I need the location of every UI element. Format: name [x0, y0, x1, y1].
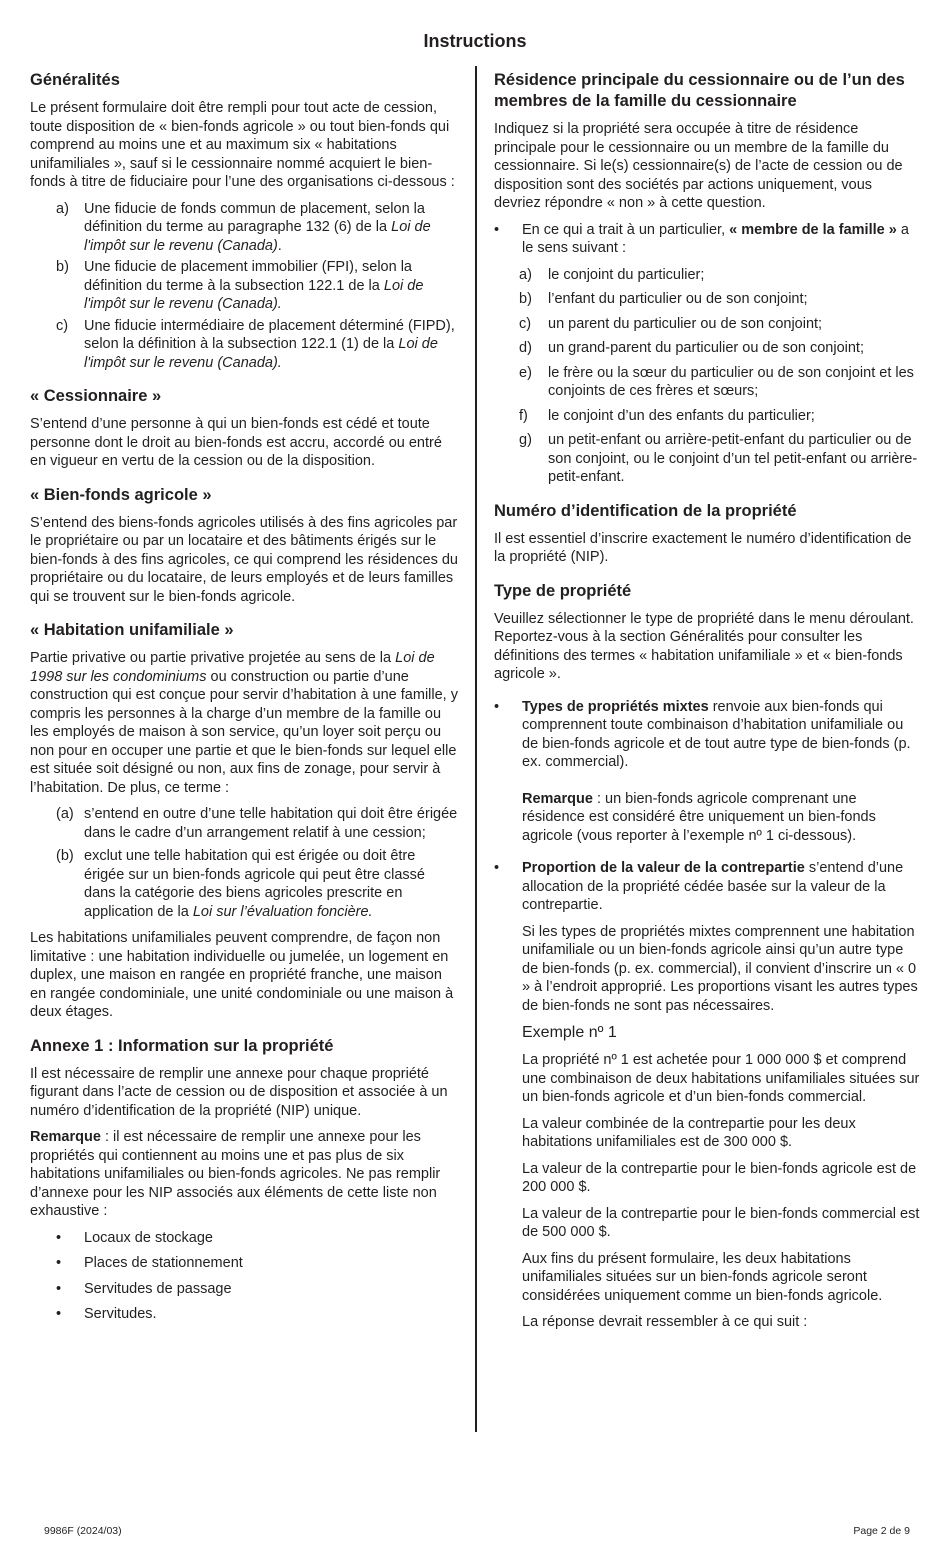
- left-column: [30, 70, 458, 1338]
- list-item: [30, 317, 458, 373]
- list-item: [494, 339, 922, 358]
- list-item: [494, 290, 922, 309]
- section-heading: Généralités: [30, 71, 120, 89]
- page-title: Instructions: [423, 31, 527, 51]
- note-text: : un bien-fonds agricole comprenant une résidence est considéré être uniquement un bien-fonds agricole (vous reporter à l’exemple nº 1 ci-dessous).: [522, 790, 876, 844]
- bullet-icon: •: [494, 698, 500, 715]
- text-run: ou construction ou partie d’une construction qui est conçue pour servir d’habitation à une famille, y compris les personnes à la charge d’un membre de la famille ou les employés de maison à son service, qu’un loyer soit perçu ou non pour en occuper une partie et que le bien-fonds sur lequel elle est située soit désigné ou non, aux fins de zonage, pour servir à l’habitation. De plus, ce terme :: [30, 668, 458, 796]
- bullet-icon: •: [56, 1229, 62, 1246]
- family-definition: [494, 221, 922, 258]
- section-cessionnaire: [30, 386, 458, 471]
- list-marker: e): [519, 364, 532, 381]
- law-reference: Loi de 1998 sur les condominiums: [30, 650, 435, 685]
- list-marker: (a): [56, 806, 74, 822]
- list-marker: c): [56, 317, 69, 334]
- note-text: : il est nécessaire de remplir une annexe pour les propriétés qui contiennent au moins une et pas plus de six habitations unifamiliales ou bien-fonds agricoles. Ne pas remplir d’annexe pour les NIP associés aux éléments de cette liste non exhaustive :: [30, 1129, 441, 1219]
- list-text: Une fiducie de placement immobilier (FPI), selon la définition du terme à la subsection 122.1 de la: [84, 259, 412, 294]
- type-bullets: [494, 698, 922, 1332]
- list-marker: c): [519, 315, 532, 332]
- list-item: [494, 221, 922, 258]
- example-paragraph: La valeur de la contrepartie pour le bien-fonds commercial est de 500 000 $.: [522, 1205, 920, 1240]
- law-reference: Loi de l'impôt sur le revenu (Canada).: [84, 277, 424, 312]
- list-marker: a): [56, 200, 69, 217]
- list-item: [30, 1280, 458, 1299]
- list-item: [494, 698, 922, 846]
- note-label: Remarque: [522, 790, 593, 807]
- section-habitation-unifamiliale: [30, 620, 458, 1022]
- exclusion-list: [30, 1229, 458, 1324]
- bullet-icon: •: [494, 860, 500, 876]
- section-heading: Numéro d’identification de la propriété: [494, 501, 797, 520]
- list-text: le frère ou la sœur du particulier ou de son conjoint et les conjoints de ces frères et sœurs;: [548, 364, 914, 399]
- section-heading: Résidence principale du cessionnaire ou de l’un des membres de la famille du cessionnaire: [494, 71, 905, 110]
- note-label: Remarque: [30, 1129, 101, 1145]
- paragraph: Le présent formulaire doit être rempli pour tout acte de cession, toute disposition de « bien-fonds agricole » ou tout bien-fonds qui comprend au moins une et au maximum six « habitations unifamiliales », sauf si le cessionnaire nommé acquiert le bien-fonds à titre de fiduciaire pour l’une des organisations ci-dessous :: [30, 100, 455, 190]
- list-item: [494, 859, 922, 1332]
- section-heading: « Bien-fonds agricole »: [30, 485, 212, 504]
- list-text: le conjoint du particulier;: [548, 266, 705, 283]
- paragraph: S’entend d’une personne à qui un bien-fonds est cédé et toute personne dont le droit au bien-fonds est accru, accordé ou entré en vigueur en vertu de la cession ou de la disposition.: [30, 416, 442, 469]
- column-divider: [475, 66, 477, 1432]
- list-text-end: .: [277, 237, 282, 254]
- list-item: [30, 1254, 458, 1273]
- list-text: exclut une telle habitation qui est érigée ou doit être érigée sur un bien-fonds agricole qui peut être classé dans la catégorie des biens agricoles prescrite en application de la: [84, 848, 425, 920]
- list-text: Servitudes.: [84, 1306, 157, 1322]
- text-run: a le sens suivant :: [522, 221, 909, 256]
- paragraph: Veuillez sélectionner le type de propriété dans le menu déroulant. Reportez-vous à la section Généralités pour consulter les définitions des termes « habitation unifamiliale » et « bien-fonds agricole ».: [494, 610, 914, 682]
- text-run: En ce qui a trait à un particulier,: [522, 221, 730, 238]
- section-heading: Type de propriété: [494, 581, 632, 600]
- law-reference: Loi de l'impôt sur le revenu (Canada): [84, 219, 431, 254]
- paragraph: [30, 649, 458, 797]
- list-item: [30, 847, 458, 921]
- list-marker: a): [519, 266, 532, 283]
- list-text: Servitudes de passage: [84, 1280, 232, 1297]
- paragraph: Il est nécessaire de remplir une annexe pour chaque propriété figurant dans l’acte de cession ou de disposition et associée à un numéro d’identification de la propriété (NIP) unique.: [30, 1065, 448, 1119]
- list-text: Locaux de stockage: [84, 1229, 213, 1246]
- bullet-icon: •: [56, 1255, 62, 1271]
- trust-list: [30, 200, 458, 373]
- form-code: 9986F (2024/03): [44, 1525, 122, 1537]
- list-item: [494, 315, 922, 334]
- paragraph: Si les types de propriétés mixtes comprennent une habitation unifamiliale ou un bien-fonds agricole ainsi qu’un autre type de bien-fonds (p. ex. commercial), il convient d’inscrire un « 0 » à l’endroit approprié. Les proportions visant les autres types de bien-fonds ne sont pas nécessaires.: [522, 923, 918, 1014]
- list-text: Une fiducie de fonds commun de placement, selon la définition du terme au paragraphe 132 (6) de la: [84, 200, 425, 235]
- example-paragraph: La propriété nº 1 est achetée pour 1 000 000 $ et comprend une combinaison de deux habitations unifamiliales situées sur un bien-fonds agricole et d’un bien-fonds commercial.: [522, 1052, 920, 1105]
- section-residence-principale: [494, 70, 922, 487]
- paragraph: Les habitations unifamiliales peuvent comprendre, de façon non limitative : une habitation individuelle ou jumelée, un logement en duplex, une maison en rangée en propriété franche, une maison en rangée condominiale, une unité condominiale ou une maison à deux étages.: [30, 930, 454, 1020]
- paragraph: Indiquez si la propriété sera occupée à titre de résidence principale pour le cessionnaire ou un membre de la famille du cessionnaire. Si le(s) cessionnaire(s) de l’acte de cession ou de disposition sont des sociétés par actions uniquement, vous devriez répondre « non » à cette question.: [494, 121, 903, 211]
- text-run: renvoie aux bien-fonds qui comprennent toute combinaison d’habitation unifamiliale ou de bien-fonds agricole et de tout autre type de bien-fonds (p. ex. commercial).: [522, 698, 911, 770]
- list-item: [30, 1229, 458, 1248]
- term-bold: « membre de la famille »: [729, 221, 897, 238]
- note-paragraph: [522, 790, 922, 846]
- section-heading: « Cessionnaire »: [30, 387, 162, 405]
- right-column: [494, 70, 922, 1346]
- family-member-list: [494, 266, 922, 487]
- text-run: Partie privative ou partie privative projetée au sens de la: [30, 650, 396, 666]
- list-item: [494, 364, 922, 401]
- law-reference: Loi de l'impôt sur le revenu (Canada).: [84, 336, 438, 371]
- section-generalites: [30, 70, 458, 372]
- list-marker: f): [519, 407, 528, 424]
- paragraph: [522, 859, 922, 915]
- list-text: un grand-parent du particulier ou de son conjoint;: [548, 340, 864, 356]
- list-item: [494, 431, 922, 487]
- list-marker: b): [56, 259, 69, 275]
- list-text: un parent du particulier ou de son conjoint;: [548, 315, 823, 332]
- page-number: Page 2 de 9: [853, 1525, 910, 1537]
- section-heading: Annexe 1 : Information sur la propriété: [30, 1036, 334, 1055]
- list-marker: b): [519, 291, 532, 307]
- bullet-icon: •: [494, 221, 500, 238]
- section-heading: « Habitation unifamiliale »: [30, 621, 234, 639]
- example-paragraph: La réponse devrait ressembler à ce qui suit :: [522, 1314, 808, 1330]
- term-bold: Types de propriétés mixtes: [522, 698, 709, 715]
- list-text: l’enfant du particulier ou de son conjoint;: [548, 291, 808, 307]
- section-nip: [494, 501, 922, 567]
- list-marker: g): [519, 432, 532, 448]
- list-text: un petit-enfant ou arrière-petit-enfant du particulier ou de son conjoint, ou le conjoint d’un tel petit-enfant ou arrière-petit-enfant.: [548, 432, 918, 485]
- list-text: Une fiducie intermédiaire de placement déterminé (FIPD), selon la définition à la subsection 122.1 (1) de la: [84, 317, 455, 352]
- example-paragraph: La valeur de la contrepartie pour le bien-fonds agricole est de 200 000 $.: [522, 1160, 917, 1195]
- list-item: [30, 1305, 458, 1324]
- bullet-icon: •: [56, 1306, 62, 1322]
- list-item: [494, 266, 922, 285]
- list-item: [494, 407, 922, 426]
- example-paragraph: La valeur combinée de la contrepartie pour les deux habitations unifamiliales est de 300 000 $.: [522, 1115, 856, 1150]
- habitation-terms-list: [30, 805, 458, 921]
- paragraph: Il est essentiel d’inscrire exactement le numéro d’identification de la propriété (NIP).: [494, 530, 912, 565]
- list-text: s’entend en outre d’une telle habitation qui doit être érigée dans le cadre d’un arrangement relatif à une cession;: [84, 806, 458, 841]
- bullet-icon: •: [56, 1280, 62, 1297]
- paragraph: [522, 698, 922, 772]
- paragraph: S’entend des biens-fonds agricoles utilisés à des fins agricoles par le propriétaire ou par un locataire et des bâtiments érigés sur le bien-fonds à des fins agricoles, ce qui comprend les résidences du propriétaire ou du locataire, de leurs employés et de leurs familles qui se trouvent sur le bien-fonds agricole.: [30, 514, 458, 605]
- list-marker: d): [519, 340, 532, 356]
- text-run: s’entend d’une allocation de la propriété cédée basée sur la valeur de la contrepartie.: [522, 860, 904, 913]
- list-item: [30, 258, 458, 314]
- law-reference: Loi sur l’évaluation foncière.: [192, 903, 373, 920]
- example-paragraph: Aux fins du présent formulaire, les deux habitations unifamiliales situées sur un bien-fonds agricole seront considérées uniquement comme un bien-fonds agricole.: [522, 1250, 883, 1304]
- note-paragraph: [30, 1128, 458, 1221]
- section-type-propriete: [494, 581, 922, 1332]
- term-bold: Proportion de la valeur de la contrepartie: [522, 860, 805, 876]
- list-item: [30, 805, 458, 842]
- section-annexe-1: [30, 1036, 458, 1324]
- list-text: Places de stationnement: [84, 1255, 243, 1271]
- list-item: [30, 200, 458, 256]
- list-text: le conjoint d’un des enfants du particulier;: [548, 407, 815, 424]
- list-marker: (b): [56, 848, 74, 864]
- example-title: Exemple nº 1: [522, 1024, 617, 1041]
- section-bien-fonds-agricole: [30, 485, 458, 607]
